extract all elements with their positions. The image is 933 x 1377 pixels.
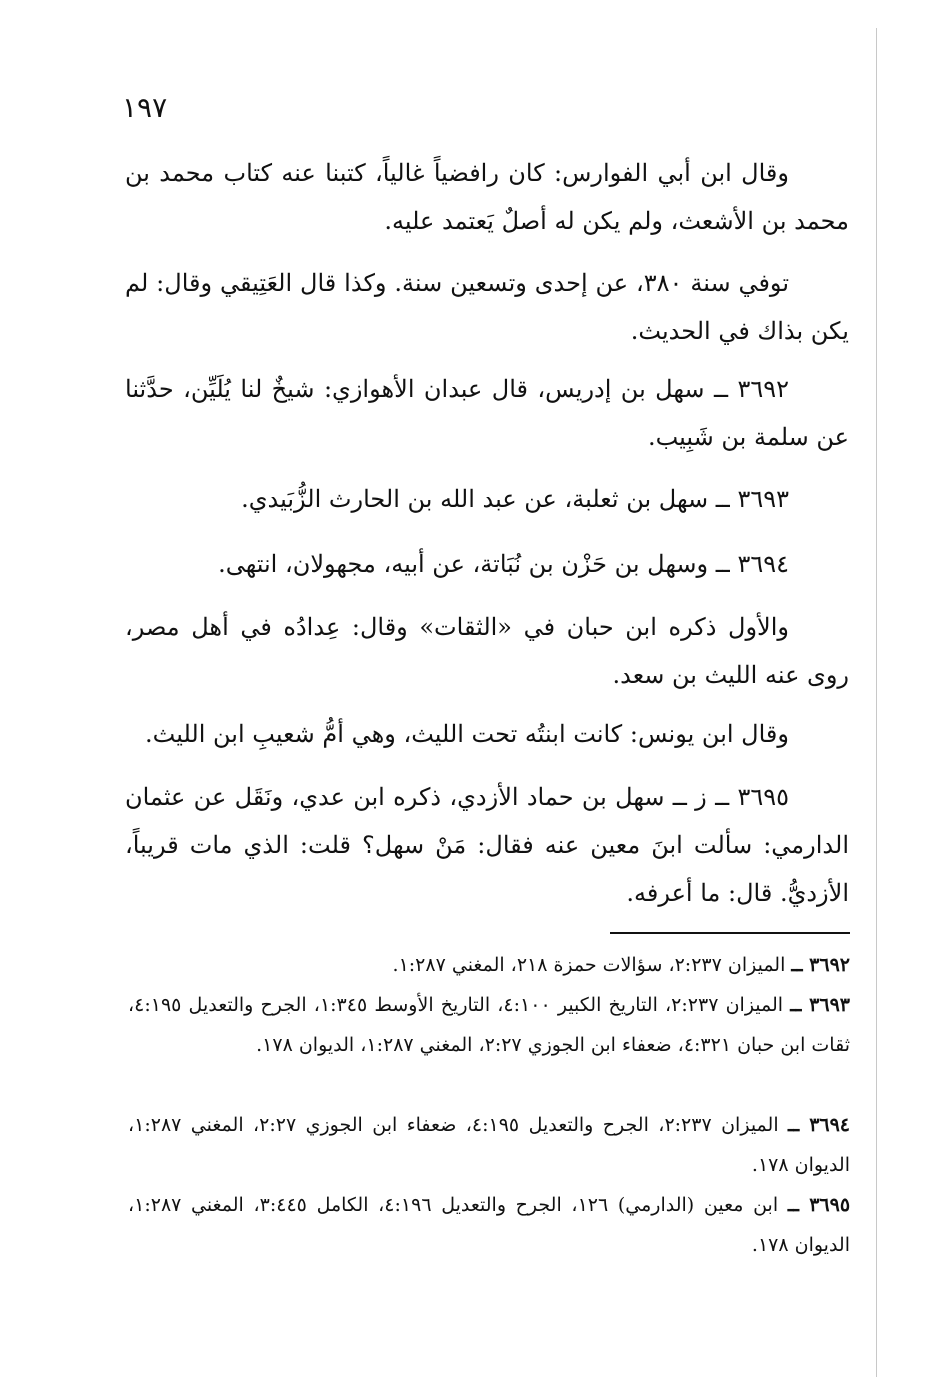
footnote-3695 — [128, 1185, 850, 1265]
footnote-number: ٣٦٩٥ ــ — [787, 1194, 851, 1216]
footnote-text: ابن معين (الدارمي) ١٢٦، الجرح والتعديل ٤:١٩٦، الكامل ٣:٤٤٥، المغني ١:٢٨٧، الديوان ١٧٨. — [128, 1194, 850, 1256]
page-number: ١٩٧ — [122, 91, 168, 124]
paragraph-ibn-yunus: وقال ابن يونس: كانت ابنتُه تحت الليث، وهي أمُّ شعيبِ ابن الليث. — [145, 720, 789, 748]
footnote-text: الميزان ٢:٢٣٧، التاريخ الكبير ٤:١٠٠، التاريخ الأوسط ١:٣٤٥، الجرح والتعديل ٤:١٩٥، ثقات ابن حبان ٤:٣٢١، ضعفاء ابن الجوزي ٢:٢٧، المغني ١:٢٨٧، الديوان ١٧٨. — [128, 994, 850, 1056]
paragraph-death-year: توفي سنة ٣٨٠، عن إحدى وتسعين سنة. وكذا قال العَتِيقي وقال: لم يكن بذاك في الحديث. — [125, 269, 849, 345]
footnote-text: الميزان ٢:٢٣٧، سؤالات حمزة ٢١٨، المغني ١:٢٨٧. — [392, 954, 786, 976]
entry-3694: ٣٦٩٤ ــ وسهل بن حَزْن بن نُبَاتة، عن أبيه، مجهولان، انتهى. — [218, 550, 789, 578]
footnote-number: ٣٦٩٢ ــ — [791, 954, 850, 976]
entry-3693: ٣٦٩٣ ــ سهل بن ثعلبة، عن عبد الله بن الحارث الزُّبَيدي. — [241, 485, 789, 513]
footnote-3693 — [128, 985, 850, 1065]
footnote-number: ٣٦٩٤ ــ — [788, 1114, 851, 1136]
paragraph-ibn-hibban: والأول ذكره ابن حبان في «الثقات» وقال: عِدادُه في أهل مصر، روى عنه الليث بن سعد. — [125, 613, 849, 689]
paragraph-ibn-abi-al-fawaris: وقال ابن أبي الفوارس: كان رافضياً غالياً، كتبنا عنه كتاب محمد بن محمد بن الأشعث، ولم يكن له أصلٌ يَعتمد عليه. — [125, 159, 849, 235]
footnote-3694 — [128, 1105, 850, 1185]
footnote-number: ٣٦٩٣ ــ — [790, 994, 850, 1016]
footnote-text: الميزان ٢:٢٣٧، الجرح والتعديل ٤:١٩٥، ضعفاء ابن الجوزي ٢:٢٧، المغني ١:٢٨٧، الديوان ١٧٨. — [128, 1114, 850, 1176]
entry-3692: ٣٦٩٢ ــ سهل بن إدريس، قال عبدان الأهوازي: شيخٌ لنا يُلَيِّن، حدَّثنا عن سلمة بن شَبِيب. — [125, 375, 849, 451]
entry-3695: ٣٦٩٥ ــ ز ــ سهل بن حماد الأزدي، ذكره ابن عدي، ونَقَل عن عثمان الدارمي: سألت ابنَ معين عنه فقال: مَنْ سهل؟ قلت: الذي مات قريباً، الأزديُّ. قال: ما أعرفه. — [125, 783, 849, 907]
footnote-3692 — [128, 945, 850, 985]
footnote-divider — [610, 932, 850, 934]
page-edge-line — [876, 28, 877, 1377]
